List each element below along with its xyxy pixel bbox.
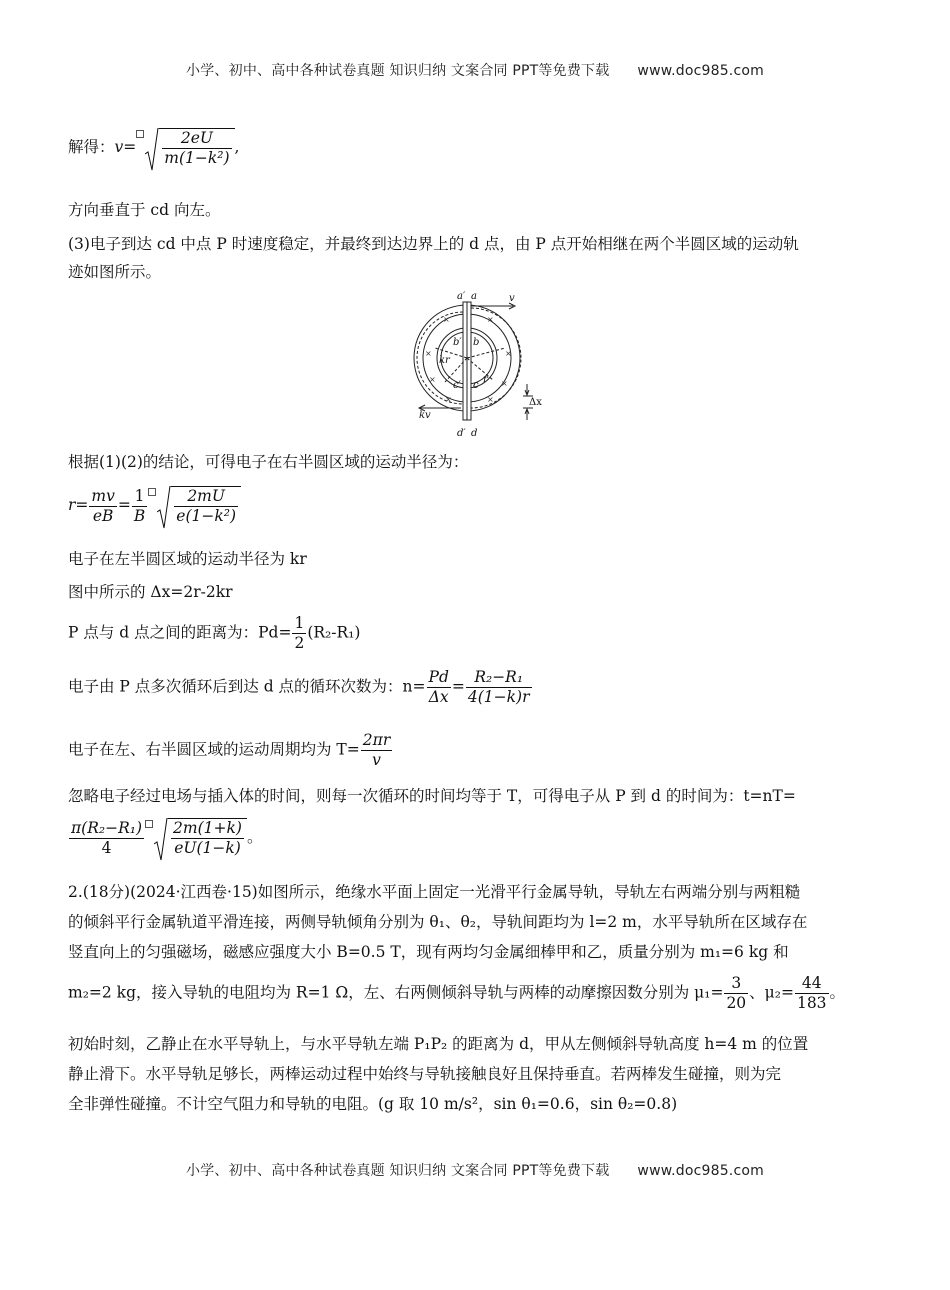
field-mark: × [443,315,450,324]
problem2-line3: 竖直向上的匀强磁场，磁感应强度大小 B=0.5 T，现有两均匀金属细棒甲和乙，质量分别为 m₁=6 kg 和 [68,943,789,961]
label-b-prime: b′ [453,337,462,348]
problem2-line7: 全非弹性碰撞。不计空气阻力和导轨的电阻。(g 取 10 m/s²，sin θ₁=0.6，sin θ₂=0.8) [68,1095,678,1113]
fraction: $\frac{3}{20}$ [726,974,747,1012]
placeholder-box-icon [145,820,153,828]
formula-time: $\frac{\text{π(R₂−R₁)}}{4}$ $\frac{2m(1+k)}{eU(1-k)}$ 。 [68,818,262,858]
label-c-prime: c′ [453,380,461,391]
field-mark: × [501,379,508,388]
field-mark: × [429,375,436,384]
page-footer [0,1160,950,1180]
sqrt-expression: $\frac{2m(1+k)}{eU(1-k)}$ [154,818,247,858]
formula-pd: P 点与 d 点之间的距离为：Pd= $\frac{1}{2}$ (R₂-R₁) [68,614,361,652]
problem2-line1: 2.(18分)(2024·江西卷·15)如图所示，绝缘水平面上固定一光滑平行金属导轨，导轨左右两端分别与两粗糙 [68,883,801,901]
sqrt-expression: $\frac{2mU}{\text{e(1−k²)}}$ [157,486,241,526]
label-solve: 解得： [68,138,115,156]
field-mark: × [487,395,494,404]
radical-icon [157,486,171,530]
fraction: $\frac{44}{183}$ [796,974,827,1012]
placeholder-box-icon [148,488,156,496]
label-d: d [471,428,478,439]
fraction: $\frac{2\pi r}{v}$ [362,731,391,769]
field-mark: × [505,349,512,358]
field-mark: × [445,395,452,404]
problem2-line5: 初始时刻，乙静止在水平导轨上，与水平导轨左端 P₁P₂ 的距离为 d，甲从左侧倾斜导轨高度 h=4 m 的位置 [68,1035,809,1053]
text-part3-line2: 迹如图所示。 [68,263,162,281]
footer-text: 小学、初中、高中各种试卷真题 知识归纳 文案合同 PPT等免费下载 [186,1163,610,1179]
label-kr: kr [439,355,450,366]
text-delta-x: 图中所示的 Δx=2r-2kr [68,583,233,601]
label-r: r [483,374,488,385]
fraction: $\frac{1}{B}$ [133,486,146,525]
placeholder-box-icon [136,130,144,138]
text-radius-right: 根据(1)(2)的结论，可得电子在右半圆区域的运动半径为： [68,453,469,471]
var-v: v [114,138,124,156]
label-dx: Δx [529,397,542,408]
label-a: a [471,291,477,302]
trajectory-figure [405,290,550,440]
fraction: $\frac{2eU}{\text{m(1−k²)}}$ [164,129,230,167]
fraction: $\frac{\text{R₂−R₁}}{4(1-k)r}$ [467,668,530,706]
label-v: v [509,293,515,304]
label-b: b [473,337,480,348]
page-header [0,60,950,80]
radical-icon [154,818,168,862]
label-c: c [473,380,479,391]
problem2-line4: m₂=2 kg，接入导轨的电阻均为 R=1 Ω，左、右两侧倾斜导轨与两棒的动摩擦因数分别为 μ₁= $\frac{3}{20}$ 、μ₂= $\frac{44}{183}$ 。 [68,974,846,1012]
label-a-prime: a′ [457,291,466,302]
text-time: 忽略电子经过电场与插入体的时间，则每一次循环的时间均等于 T，可得电子从 P 到 d 的时间为：t=nT= [68,787,796,805]
eq-sign: = [123,138,137,156]
label-kv: kv [419,410,431,421]
formula-radius: r= $\frac{mv}{eB}$ = $\frac{1}{B}$ $\frac{2mU}{\text{e(1−k²)}}$ [68,486,241,526]
field-mark: × [487,315,494,324]
header-url[interactable]: www.doc985.com [637,63,764,79]
formula-period: 电子在左、右半圆区域的运动周期均为 T= $\frac{2\pi r}{v}$ [68,731,391,769]
fraction: $\frac{\text{π(R₂−R₁)}}{4}$ [71,818,143,857]
problem2-line2: 的倾斜平行金属轨道平滑连接，两侧导轨倾角分别为 θ₁、θ₂，导轨间距均为 l=2 m，水平导轨所在区域存在 [68,913,808,931]
radical-icon [145,128,159,172]
header-text: 小学、初中、高中各种试卷真题 知识归纳 文案合同 PPT等免费下载 [186,63,610,79]
formula-n: 电子由 P 点多次循环后到达 d 点的循环次数为：n= $\frac{Pd}{\Delta x}$ = $\frac{\text{R₂−R₁}}{4(1-k)r}$ [68,668,530,706]
sqrt-expression [145,128,234,168]
problem2-line6: 静止滑下。水平导轨足够长，两棒运动过程中始终与导轨接触良好且保持垂直。若两棒发生碰撞，则为完 [68,1065,782,1083]
text-radius-left: 电子在左半圆区域的运动半径为 kr [68,550,307,568]
label-d-prime: d′ [457,428,466,439]
text-direction: 方向垂直于 cd 向左。 [68,201,221,219]
text-part3-line1: (3)电子到达 cd 中点 P 时速度稳定，并最终到达边界上的 d 点，由 P 点开始相继在两个半圆区域的运动轨 [68,235,799,253]
fraction: $\frac{Pd}{\Delta x}$ [428,668,449,706]
solution-velocity: 解得：v= $\frac{2eU}{\text{m(1−k²)}}$ , [68,128,239,168]
fraction: $\frac{1}{2}$ [294,614,305,652]
footer-url[interactable]: www.doc985.com [637,1163,764,1179]
field-mark: × [425,349,432,358]
fraction: $\frac{mv}{eB}$ [91,486,115,525]
